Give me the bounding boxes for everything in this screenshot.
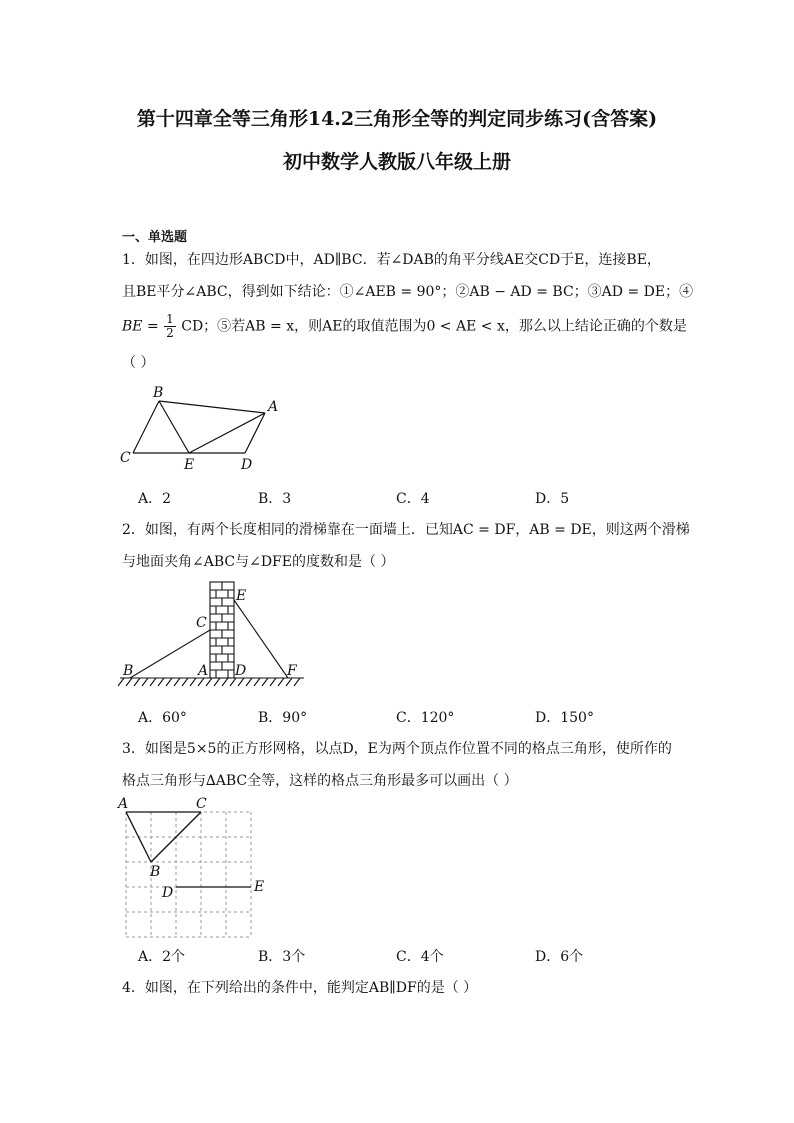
q3-label-A: A: [118, 796, 129, 812]
q3-label-B: B: [150, 864, 161, 880]
q1-option-b[interactable]: B．3: [258, 491, 292, 507]
document-title: 第十四章全等三角形14.2三角形全等的判定同步练习(含答案): [136, 108, 658, 130]
q1-be-prefix: BE =: [122, 318, 159, 335]
q1-label-C: C: [120, 450, 131, 466]
q2-label-F: F: [287, 663, 297, 679]
q1-label-D: D: [241, 457, 253, 473]
q2-option-d[interactable]: D．150°: [535, 710, 594, 726]
q3-option-c[interactable]: C．4个: [396, 949, 444, 965]
section-heading: 一、单选题: [122, 230, 188, 245]
q3-option-a[interactable]: A．2个: [138, 949, 186, 965]
q3-figure: [114, 794, 279, 939]
q1-fraction: [164, 313, 176, 340]
q1-option-c[interactable]: C．4: [396, 491, 430, 507]
q2-label-D: D: [235, 663, 247, 679]
q3-label-D: D: [162, 885, 174, 901]
q2-line-1: 2．如图，有两个长度相同的滑梯靠在一面墙上．已知AC = DF，AB = DE，则这两个滑梯: [122, 522, 690, 538]
q1-option-d[interactable]: D．5: [535, 491, 570, 507]
q1-line-1: 1．如图，在四边形ABCD中，AD∥BC．若∠DAB的角平分线AE交CD于E，连接BE，: [122, 252, 661, 268]
q1-frac-den: 2: [166, 326, 174, 340]
q1-frac-num: 1: [166, 312, 174, 326]
q1-line-2: 且BE平分∠ABC，得到如下结论：①∠AEB = 90°；②AB − AD = BC；③AD = DE；④: [122, 284, 694, 300]
q3-option-d[interactable]: D．6个: [535, 949, 584, 965]
q2-option-a[interactable]: A．60°: [138, 710, 187, 726]
q1-line-3-text: CD；⑤若AB = x，则AE的取值范围为0 < AE < x，那么以上结论正确的个数是: [181, 318, 687, 335]
q2-label-E: E: [236, 588, 247, 604]
q3-label-E: E: [254, 879, 265, 895]
q1-line-3: [122, 313, 687, 340]
q3-line-1: 3．如图是5×5的正方形网格，以点D，E为两个顶点作位置不同的格点三角形，使所作的: [122, 741, 672, 757]
q1-label-A: A: [268, 399, 279, 415]
q2-option-c[interactable]: C．120°: [396, 710, 455, 726]
q1-label-E: E: [184, 457, 195, 473]
q2-option-b[interactable]: B．90°: [258, 710, 308, 726]
q2-line-2: 与地面夹角∠ABC与∠DFE的度数和是（ ）: [122, 554, 395, 570]
q1-label-B: B: [153, 385, 164, 401]
q3-line-2: 格点三角形与∆ABC全等，这样的格点三角形最多可以画出（ ）: [122, 773, 518, 789]
document-subtitle: 初中数学人教版八年级上册: [282, 151, 511, 173]
q3-label-C: C: [196, 796, 207, 812]
q2-figure: [118, 578, 308, 693]
q2-label-A: A: [198, 663, 209, 679]
q1-line-4: （ ）: [122, 355, 155, 371]
q2-label-C: C: [196, 615, 207, 631]
q1-option-a[interactable]: A．2: [138, 491, 172, 507]
q1-figure: [115, 383, 290, 473]
q4-line-1: 4．如图，在下列给出的条件中，能判定AB∥DF的是（ ）: [122, 980, 478, 996]
q2-label-B: B: [123, 663, 134, 679]
q3-option-b[interactable]: B．3个: [258, 949, 306, 965]
